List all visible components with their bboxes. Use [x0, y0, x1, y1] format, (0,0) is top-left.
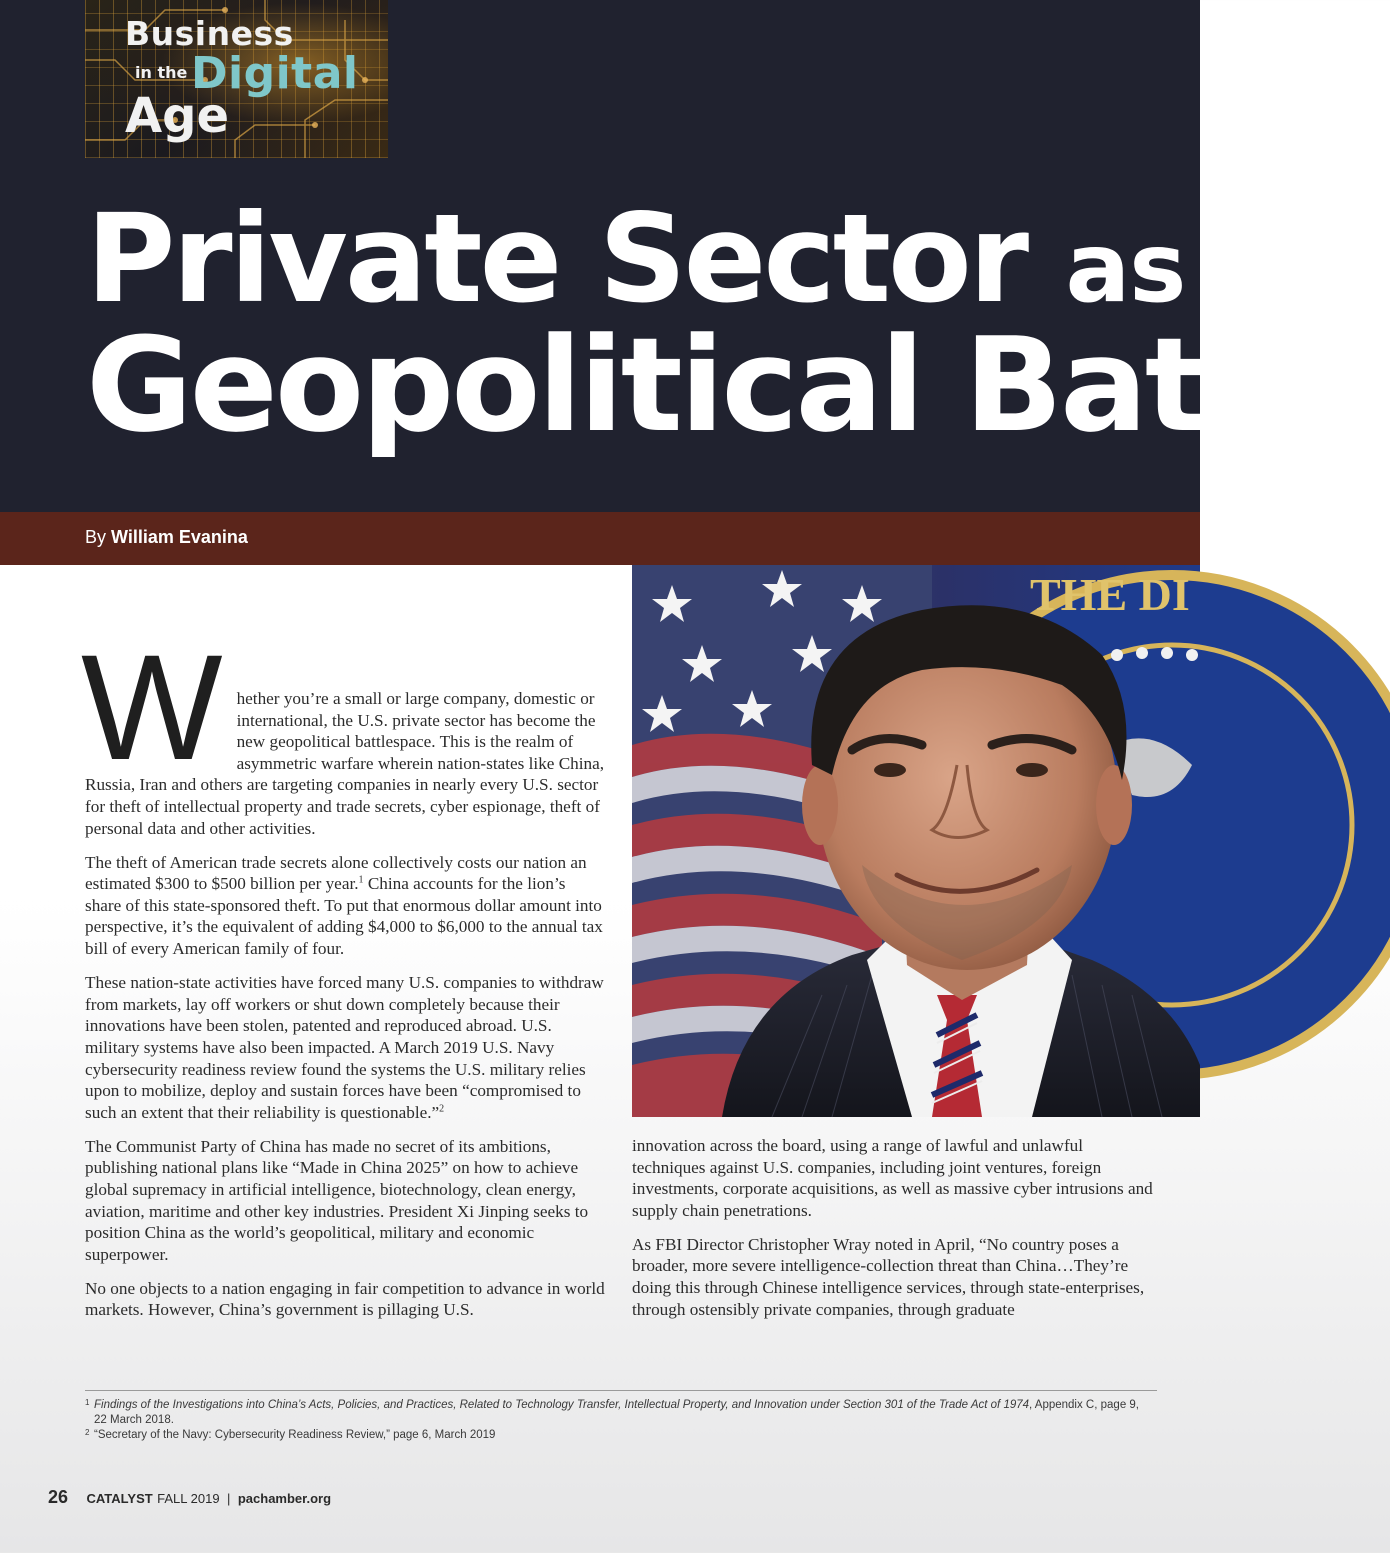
headline-main: Private Sector [86, 188, 1027, 330]
seal-text: THE DI [1030, 569, 1190, 620]
footnotes [85, 1398, 1145, 1443]
paragraph-2 [85, 852, 605, 960]
author-photo [632, 565, 1200, 1117]
logo-line-digital: Digital [191, 48, 359, 99]
footnote-2-text: “Secretary of the Navy: Cybersecurity Readiness Review,” page 6, March 2019 [94, 1429, 496, 1441]
paragraph-2-text-a: The theft of American trade secrets alone collectively costs our nation an estimated $300 to $500 billion per year. [85, 852, 587, 894]
folio-separator: | [227, 1491, 231, 1506]
paragraph-4: The Communist Party of China has made no secret of its ambitions, publishing national plans like “Made in China 2025” on how to achieve global supremacy in artificial intelligence, biotechnology, clean energy, aviation, maritime and other key industries. President Xi Jinping seeks to position China as the world’s geopolitical, military and economic superpower. [85, 1136, 589, 1264]
byline [85, 527, 248, 548]
paragraph-2-text-b: China accounts for the lion’s share of this state-sponsored theft. To put that enormous dollar amount into perspective, it’s the equivalent of adding $4,000 to $6,000 to the annual tax bill of every American family of four. [85, 874, 603, 959]
logo-line-business: Business [125, 14, 294, 53]
byline-author: William Evanina [111, 527, 248, 547]
paragraph-3 [85, 972, 605, 1123]
headline-line-1 [86, 188, 1331, 330]
footnote-ref-1[interactable]: 1 [358, 874, 364, 886]
headline-line-2: Geopolitical Battle [86, 309, 1390, 461]
byline-bar [0, 512, 1200, 565]
publication-name: CATALYST [86, 1491, 153, 1506]
paragraph-7: As FBI Director Christopher Wray noted in April, “No country poses a broader, more severe intelligence-collection threat than China…They’re doing this through Chinese intelligence services, through state-enterprises, through ostensibly private companies, through graduate [632, 1234, 1145, 1319]
headline-tail: as th [1065, 212, 1331, 324]
footnote-1-number: 1 [85, 1398, 90, 1407]
drop-cap: W [81, 623, 223, 791]
paragraph-5: No one objects to a nation engaging in fair competition to advance in world markets. However, China’s government is pillaging U.S. [85, 1278, 605, 1320]
website-link[interactable]: pachamber.org [237, 1491, 332, 1506]
byline-prefix: By [85, 527, 107, 547]
footnote-divider [85, 1390, 1157, 1391]
body-column-2 [632, 1135, 1156, 1333]
footnote-2-number: 2 [85, 1428, 90, 1437]
footnote-1-rest: , Appendix C, page 9, 22 March 2018. [94, 1399, 1139, 1426]
section-logo [85, 0, 388, 158]
paragraph-1 [81, 623, 605, 839]
footnote-1-title: Findings of the Investigations into China’s Acts, Policies, and Practices, Related to Technology Transfer, Intellectual Property, and Innovation under Section 301 of the Trade Act of 1974 [94, 1399, 1030, 1411]
portrait-illustration [632, 565, 1200, 1117]
header-band [0, 0, 1390, 512]
footnote-ref-2[interactable]: 2 [439, 1102, 445, 1114]
paragraph-1-text: hether you’re a small or large company, domestic or international, the U.S. private sector has become the new geopolitical battlespace. This is the realm of asymmetric warfare wherein nation-states like China, Russia, Iran and others are targeting companies in nearly every U.S. sector for theft of intellectual property and trade secrets, cyber espionage, theft of personal data and other activities. [85, 689, 605, 838]
page-folio [48, 1487, 331, 1508]
page-number: 26 [48, 1487, 69, 1507]
footnote-2 [85, 1428, 1145, 1443]
logo-line-age: Age [125, 88, 230, 144]
footnote-1 [85, 1398, 1145, 1428]
paragraph-3-text: These nation-state activities have forced many U.S. companies to withdraw from markets, lay off workers or shut down completely because their innovations have been stolen, patented and reproduced abroad. U.S. military systems have also been impacted. A March 2019 U.S. Navy cybersecurity readiness review found the systems the U.S. military relies upon to mobilize, deploy and sustain forces have been “compromised to such an extent that their reliability is questionable.” [85, 973, 604, 1122]
body-column-1 [81, 623, 605, 1334]
issue-label: FALL 2019 [157, 1491, 220, 1506]
logo-line-in-the: in the [135, 63, 188, 82]
paragraph-6: innovation across the board, using a range of lawful and unlawful techniques against U.S. companies, including joint ventures, foreign investments, corporate acquisitions, as well as massive cyber intrusions and supply chain penetrations. [632, 1136, 1153, 1220]
